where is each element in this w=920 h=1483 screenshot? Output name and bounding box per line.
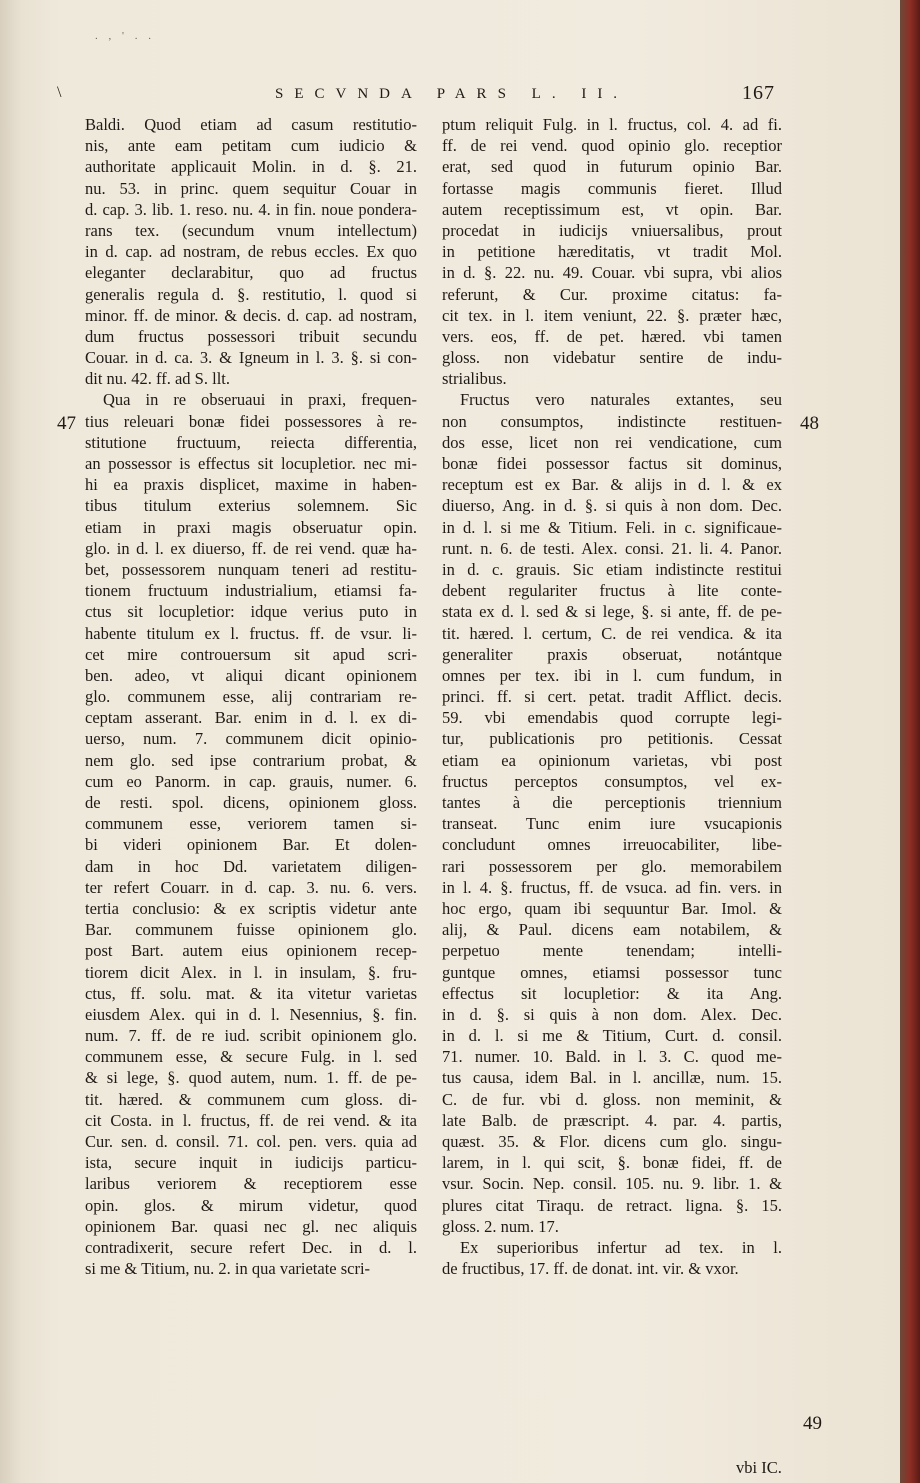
text-line: diuerso, Ang. in d. §. si quis à non dom. Dec. xyxy=(442,496,782,516)
text-line: vsur. Socin. Nep. consil. 105. nu. 9. libr. 1. & xyxy=(442,1174,782,1194)
text-line: in d. cap. ad nostram, de rebus eccles. Ex quo xyxy=(85,242,417,262)
text-line: bi videri opinionem Bar. Et dolen- xyxy=(85,835,417,855)
text-line: ptum reliquit Fulg. in l. fructus, col. 4. ad fi. xyxy=(442,115,782,134)
text-line: opin. glos. & mirum videtur, quod xyxy=(85,1195,417,1215)
text-line: glo. communem esse, alij contrariam re- xyxy=(85,687,417,707)
text-line: gloss. 2. num. 17. xyxy=(442,1216,559,1236)
text-line: Ex superioribus infertur ad tex. in l. xyxy=(460,1237,782,1257)
text-line: Fructus vero naturales extantes, seu xyxy=(460,390,782,410)
text-line: vers. eos, ff. de pet. hæred. vbi tamen xyxy=(442,326,782,346)
text-line: concludunt omnes irreuocabiliter, libe- xyxy=(442,835,782,855)
text-line: communem esse, & secure Fulg. in l. sed xyxy=(85,1047,417,1067)
text-line: tantes à die perceptionis triennium xyxy=(442,793,782,812)
text-line: in d. l. si me & Titium, Curt. d. consil. xyxy=(442,1026,782,1046)
text-line: generalis regula d. §. restitutio, l. quod si xyxy=(85,284,417,304)
catchword: vbi IC. xyxy=(736,1458,782,1477)
text-line: hoc ergo, quam ibi sequuntur Bar. Imol. & xyxy=(442,898,782,918)
right-column xyxy=(442,114,782,1279)
text-line: rans tex. (secundum vnum intellectum) xyxy=(85,220,417,240)
text-line: dum fructus possessori tribuit secundu xyxy=(85,326,417,346)
text-line: tertia conclusio: & ex scriptis videtur ante xyxy=(85,898,417,918)
text-line: hi ea praxis displicet, maxime in haben- xyxy=(85,475,417,495)
text-line: glo. in d. l. ex diuerso, ff. de rei vend. quæ ha- xyxy=(85,538,417,558)
text-line: fructus perceptos consumptos, vel ex- xyxy=(442,771,782,791)
text-line: quæst. 35. & Flor. dicens cum glo. singu- xyxy=(442,1132,782,1151)
text-line: nis, ante eam petitam cum iudicio & xyxy=(85,136,417,156)
text-line: authoritate applicauit Molin. in d. §. 21. xyxy=(85,157,417,177)
running-header xyxy=(0,84,900,114)
text-line: erat, sed quod in futurum opinio Bar. xyxy=(442,157,782,177)
text-line: minor. ff. de minor. & decis. d. cap. ad nostram, xyxy=(85,305,417,325)
margin-number-47: 47 xyxy=(57,413,76,434)
text-line: post Bart. autem eius opinionem recep- xyxy=(85,941,417,961)
text-line: referunt, & Cur. proxime citatus: fa- xyxy=(442,284,782,304)
text-line: Qua in re obseruaui in praxi, frequen- xyxy=(103,390,417,410)
text-line: dit nu. 42. ff. ad S. llt. xyxy=(85,369,230,389)
text-line: receptum est ex Bar. & alijs in d. l. & ex xyxy=(442,475,782,495)
text-line: opinionem Bar. quasi nec gl. nec aliquis xyxy=(85,1216,417,1236)
text-line: in d. l. si me & Titium. Feli. in c. significaue- xyxy=(442,517,782,537)
text-line: contradixerit, secure refert Dec. in d. l. xyxy=(85,1237,417,1257)
text-line: cum eo Panorm. in cap. grauis, numer. 6. xyxy=(85,771,417,791)
text-line: omnes per tex. ibi in l. cum fundum, in xyxy=(442,665,782,685)
text-line: effectus sit locupletior: & ita Ang. xyxy=(442,983,782,1003)
text-line: runt. n. 6. de testi. Alex. consi. 21. li. 4. Panor. xyxy=(442,538,782,558)
text-line: tit. hæred. & communem cum gloss. di- xyxy=(85,1089,417,1109)
text-line: communem esse, veriorem tamen si- xyxy=(85,814,417,834)
text-line: tur, publicationis pro petitionis. Cessat xyxy=(442,729,782,749)
text-line: stitutione fructuum, reiecta differentia, xyxy=(85,432,417,452)
text-line: Bar. communem fuisse opinionem glo. xyxy=(85,920,417,940)
text-line: perpetuo mente tenendam; intelli- xyxy=(442,941,782,961)
text-line: cet mire controuersum sit apud scri- xyxy=(85,644,417,664)
header-mark: \ xyxy=(57,84,65,101)
text-line: an possessor is effectus sit locupletior. nec mi- xyxy=(85,454,417,473)
text-line: uerso, num. 7. communem dicit opinio- xyxy=(85,729,417,749)
text-line: gloss. non videbatur sentire de indu- xyxy=(442,348,782,368)
text-line: ista, secure inquit in iudicijs particu- xyxy=(85,1153,417,1173)
text-line: etiam in praxi magis obseruatur opin. xyxy=(85,517,417,537)
text-line: Cur. sen. d. consil. 71. col. pen. vers. quia ad xyxy=(85,1132,417,1151)
text-line: tibus titulum exterius solemnem. Sic xyxy=(85,496,417,516)
text-line: ff. de rei vend. quod opinio glo. receptior xyxy=(442,136,782,156)
margin-number-49: 49 xyxy=(803,1413,822,1434)
text-line: rari possessorem per glo. memorabilem xyxy=(442,856,782,876)
text-line: cit tex. in l. item veniunt, 22. §. præter hæc, xyxy=(442,305,782,325)
text-line: etiam ea opinionum varietas, vbi post xyxy=(442,750,782,770)
text-line: tionem fructuum industrialium, etiamsi fa- xyxy=(85,581,417,601)
margin-number-48: 48 xyxy=(800,413,819,434)
text-line: laribus veriorem & receptiorem esse xyxy=(85,1174,417,1194)
page-number: 167 xyxy=(742,82,775,104)
text-line: in l. 4. §. fructus, ff. de vsuca. ad fin. vers. in xyxy=(442,877,782,897)
text-line: num. 7. ff. de re iud. scribit opinionem glo. xyxy=(85,1026,417,1046)
text-line: dos esse, licet non rei vendicatione, cum xyxy=(442,432,782,452)
text-line: de fructibus, 17. ff. de donat. int. vir. & vxor. xyxy=(442,1259,739,1279)
text-line: guntque omnes, etiamsi possessor tunc xyxy=(442,962,782,982)
text-line: ctus, ff. solu. mat. & ita vitetur varietas xyxy=(85,983,417,1003)
text-line: tius releuari bonæ fidei possessores à re- xyxy=(85,411,417,431)
text-line: fortasse magis communis fieret. Illud xyxy=(442,178,782,198)
text-line: nu. 53. in princ. quem sequitur Couar in xyxy=(85,178,417,198)
book-binding-edge xyxy=(900,0,920,1483)
text-line: in d. c. grauis. Sic etiam indistincte restitui xyxy=(442,559,782,579)
text-line: ctus sit locupletior: idque verius puto in xyxy=(85,602,417,622)
text-line: autem receptissimum est, vt opin. Bar. xyxy=(442,199,782,219)
text-line: ben. adeo, vt aliqui dicant opinionem xyxy=(85,665,417,685)
text-line: d. cap. 3. lib. 1. reso. nu. 4. in fin. noue pondera- xyxy=(85,199,417,219)
text-line: debent regulariter fructus à lite conte- xyxy=(442,581,782,601)
text-line: late Balb. de præscript. 4. par. 4. partis, xyxy=(442,1110,782,1130)
text-line: strialibus. xyxy=(442,369,507,389)
text-line: nem glo. sed ipse contrarium probat, & xyxy=(85,750,417,770)
text-line: cit Costa. in l. fructus, ff. de rei vend. & ita xyxy=(85,1110,417,1130)
text-line: larem, in l. qui scit, §. bonæ fidei, ff. de xyxy=(442,1153,782,1173)
page-specks: . , ' . . xyxy=(95,30,155,42)
running-title: SECVNDA PARS L. II. xyxy=(275,86,629,102)
text-line: & si lege, §. quod autem, num. 1. ff. de pe- xyxy=(85,1068,417,1088)
text-line: stata ex d. l. sed & si lege, §. si ante, ff. de pe- xyxy=(442,602,782,622)
text-line: 71. numer. 10. Bald. in l. 3. C. quod me- xyxy=(442,1047,782,1067)
text-line: ter refert Couarr. in d. cap. 3. nu. 6. vers. xyxy=(85,877,417,897)
text-line: generaliter praxis obseruat, notántque xyxy=(442,644,782,664)
text-line: princi. ff. si cert. petat. tradit Afflict. decis. xyxy=(442,687,782,707)
text-line: bet, possessorem nunquam teneri ad restitu- xyxy=(85,559,417,579)
text-line: tus causa, idem Bal. in l. ancillæ, num. 15. xyxy=(442,1068,782,1088)
text-line: tit. hæred. l. certum, C. de rei vendica. & ita xyxy=(442,623,782,643)
text-line: dam in hoc Dd. varietatem diligen- xyxy=(85,856,417,876)
text-line: de resti. spol. dicens, opinionem gloss. xyxy=(85,793,417,812)
text-line: si me & Titium, nu. 2. in qua varietate scri- xyxy=(85,1259,371,1279)
text-line: eleganter declarabitur, quo ad fructus xyxy=(85,263,417,283)
left-column xyxy=(85,114,417,1279)
text-line: tiorem dicit Alex. in l. in insulam, §. fru- xyxy=(85,962,417,982)
text-line: 59. vbi emendabis quod corrupte legi- xyxy=(442,708,782,728)
text-line: plures citat Tiraqu. de retract. ligna. §. 15. xyxy=(442,1195,782,1215)
text-line: C. de fur. vbi d. gloss. non meminit, & xyxy=(442,1089,782,1109)
text-line: Couar. in d. ca. 3. & Igneum in l. 3. §. si con- xyxy=(85,348,417,368)
text-line: transeat. Tunc enim iure vsucapionis xyxy=(442,814,782,834)
text-line: Baldi. Quod etiam ad casum restitutio- xyxy=(85,115,417,134)
text-line: ceptam asserant. Bar. enim in d. l. ex di- xyxy=(85,708,417,728)
text-line: eiusdem Alex. qui in d. l. Nesennius, §. fin. xyxy=(85,1004,417,1024)
text-line: habente titulum ex l. fructus. ff. de vsur. li- xyxy=(85,623,417,643)
text-line: bonæ fidei possessor factus sit dominus, xyxy=(442,454,782,473)
text-line: in petitione hæreditatis, vt tradit Mol. xyxy=(442,242,782,262)
text-line: in d. §. si quis à non dom. Alex. Dec. xyxy=(442,1004,782,1024)
text-line: in d. §. 22. nu. 49. Couar. vbi supra, vbi alios xyxy=(442,263,782,283)
text-line: procedat in iudicijs vniuersalibus, prout xyxy=(442,220,782,240)
text-line: non consumptos, indistincte restituen- xyxy=(442,411,782,431)
text-line: alij, & Paul. dicens eam notabilem, & xyxy=(442,920,782,940)
